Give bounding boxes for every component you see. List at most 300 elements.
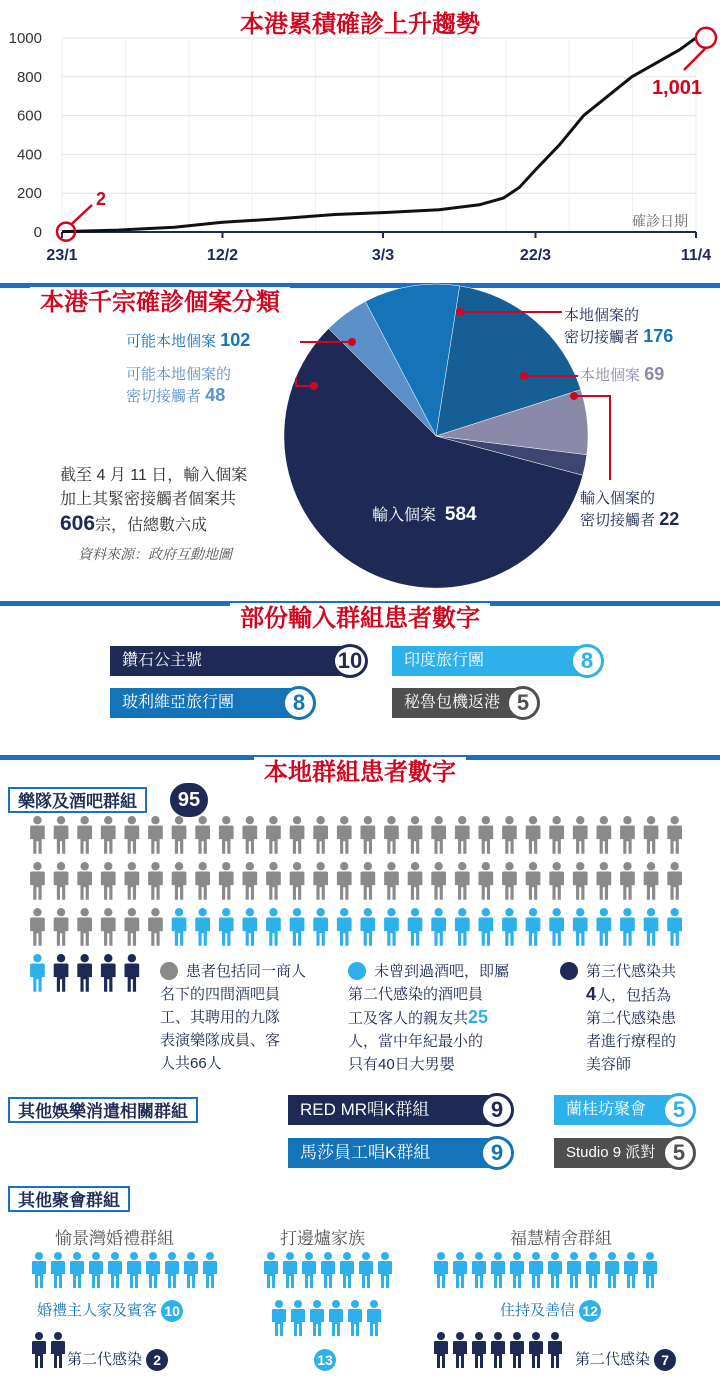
person-icon [567, 1252, 581, 1288]
person-body [243, 871, 258, 899]
person-icon [77, 908, 92, 946]
group-peru-charter [392, 688, 522, 718]
note-line: 第二代感染患 [586, 1010, 677, 1027]
person-icon [283, 1252, 297, 1288]
pie-label-local [580, 364, 664, 385]
label-line: 本地個案 [580, 367, 641, 384]
person-body [30, 917, 45, 945]
person-icon [526, 908, 541, 946]
person-icon [510, 1332, 524, 1368]
person-icon [54, 954, 69, 992]
person-icon [502, 908, 517, 946]
pie-label-local-close [564, 305, 673, 348]
label-value: 48 [205, 385, 226, 405]
person-head [600, 816, 608, 824]
person-body [529, 1261, 543, 1288]
person-body [125, 825, 140, 853]
person-head [600, 862, 608, 870]
person-icon [101, 954, 116, 992]
person-icon [361, 862, 376, 900]
person-icon [431, 862, 446, 900]
person-icon [455, 816, 470, 854]
person-head [293, 816, 301, 824]
group-label: Studio 9 派對 [566, 1144, 656, 1161]
person-head [275, 1300, 283, 1308]
person-body [77, 871, 92, 899]
person-head [434, 908, 442, 916]
person-body [148, 871, 163, 899]
group-india-tour [392, 646, 582, 676]
group-badge: 5 [506, 686, 540, 720]
person-body [605, 1261, 619, 1288]
person-head [456, 1332, 464, 1340]
y-tick-label: 0 [33, 224, 42, 241]
person-body [291, 1309, 305, 1336]
person-body [51, 1341, 65, 1368]
person-head [33, 954, 41, 962]
person-head [222, 816, 230, 824]
person-icon [573, 862, 588, 900]
person-body [361, 917, 376, 945]
person-head [57, 954, 65, 962]
person-head [151, 908, 159, 916]
person-head [175, 908, 183, 916]
person-icon [329, 1300, 343, 1336]
person-body [313, 825, 328, 853]
person-head [80, 862, 88, 870]
person-icon [644, 816, 659, 854]
person-body [146, 1261, 160, 1288]
person-body [30, 871, 45, 899]
person-body [408, 871, 423, 899]
sub-label: 第二代感染 [575, 1351, 651, 1368]
person-body [310, 1309, 324, 1336]
person-head [130, 1252, 138, 1260]
person-icon [491, 1332, 505, 1368]
person-icon [160, 962, 178, 980]
person-head [351, 1300, 359, 1308]
person-icon [219, 862, 234, 900]
person-body [620, 917, 635, 945]
person-head [206, 1252, 214, 1260]
person-icon [266, 862, 281, 900]
person-head [111, 1252, 119, 1260]
group-badge: 5 [662, 1136, 696, 1170]
person-head [551, 1252, 559, 1260]
person-body [32, 1261, 46, 1288]
person-body [479, 825, 494, 853]
note-1 [160, 960, 306, 1075]
person-icon [548, 1332, 562, 1368]
sub-value: 13 [314, 1349, 336, 1371]
person-head [576, 816, 584, 824]
person-body [361, 871, 376, 899]
person-head [267, 1252, 275, 1260]
person-head [305, 1252, 313, 1260]
person-body [510, 1261, 524, 1288]
person-body [431, 825, 446, 853]
person-icon [89, 1252, 103, 1288]
person-head [73, 1252, 81, 1260]
person-body [101, 917, 116, 945]
group-badge: 9 [480, 1136, 514, 1170]
person-icon [272, 1300, 286, 1336]
entertainment-label [8, 1097, 198, 1123]
person-icon [384, 862, 399, 900]
person-icon [77, 862, 92, 900]
person-head [128, 862, 136, 870]
person-head [198, 862, 206, 870]
person-body [172, 825, 187, 853]
person-head [313, 1300, 321, 1308]
pie-section-title: 本港千宗確診個案分類 [0, 282, 720, 317]
note-line-2: 加上其緊密接觸者個案共 [60, 491, 237, 508]
person-head [57, 908, 65, 916]
bar-group-text: 樂隊及酒吧群組 [18, 792, 137, 811]
note-line: 工及客人的親友共 [348, 1010, 469, 1027]
pie-leader-dot [310, 382, 318, 390]
person-icon [597, 908, 612, 946]
person-head [494, 1252, 502, 1260]
person-body [378, 1261, 392, 1288]
sub-value: 12 [579, 1300, 601, 1322]
person-icon [361, 816, 376, 854]
person-icon [549, 908, 564, 946]
person-body [184, 1261, 198, 1288]
person-head [505, 816, 513, 824]
person-body [70, 1261, 84, 1288]
person-body [101, 871, 116, 899]
person-body [125, 871, 140, 899]
label-line: 本地個案的 [564, 307, 640, 324]
person-body [54, 963, 69, 991]
person-icon [549, 862, 564, 900]
person-icon [526, 816, 541, 854]
person-body [502, 871, 517, 899]
person-head [293, 862, 301, 870]
person-body [329, 1309, 343, 1336]
person-icon [70, 1252, 84, 1288]
note-line: 患者包括同一商人 [186, 963, 307, 980]
cluster-sub [575, 1348, 676, 1371]
person-head [670, 862, 678, 870]
person-body [526, 871, 541, 899]
person-head [529, 908, 537, 916]
person-body [502, 917, 517, 945]
note-line: 工、其聘用的九隊 [160, 1009, 281, 1026]
person-body [384, 871, 399, 899]
person-body [321, 1261, 335, 1288]
sub-label: 住持及善信 [500, 1302, 576, 1319]
pie-leader-dot [348, 338, 356, 346]
person-icon [359, 1252, 373, 1288]
person-body [384, 917, 399, 945]
person-body [431, 917, 446, 945]
person-head [316, 816, 324, 824]
person-body [77, 825, 92, 853]
person-body [431, 871, 446, 899]
group-label: 蘭桂坊聚會 [566, 1101, 647, 1118]
person-body [54, 871, 69, 899]
person-body [77, 917, 92, 945]
cluster-name: 愉景灣婚禮群組 [55, 1229, 174, 1248]
person-icon [408, 862, 423, 900]
person-icon [32, 1332, 46, 1368]
person-body [510, 1341, 524, 1368]
person-body [597, 871, 612, 899]
person-body [125, 917, 140, 945]
person-icon [529, 1252, 543, 1288]
person-body [667, 871, 682, 899]
person-body [667, 917, 682, 945]
person-body [367, 1309, 381, 1336]
person-body [337, 871, 352, 899]
person-icon [127, 1252, 141, 1288]
note-line: 美容師 [586, 1056, 632, 1073]
person-body [313, 917, 328, 945]
person-body [243, 917, 258, 945]
person-head [340, 908, 348, 916]
person-head [387, 908, 395, 916]
person-icon [337, 816, 352, 854]
person-body [127, 1261, 141, 1288]
end-label: 1,001 [651, 77, 702, 99]
person-icon [195, 908, 210, 946]
person-head [437, 1252, 445, 1260]
person-icon [291, 1300, 305, 1336]
person-body [272, 1309, 286, 1336]
person-body [290, 825, 305, 853]
person-body [644, 825, 659, 853]
person-icon [620, 862, 635, 900]
person-head [589, 1252, 597, 1260]
person-body [502, 825, 517, 853]
person-head [104, 862, 112, 870]
bar-group-badge: 95 [170, 783, 208, 817]
person-body [526, 917, 541, 945]
person-icon [479, 816, 494, 854]
source-note: 資料來源：政府互動地圖 [78, 546, 232, 562]
person-body [620, 825, 635, 853]
person-icon [455, 908, 470, 946]
person-body [148, 917, 163, 945]
person-icon [148, 816, 163, 854]
person-body [101, 825, 116, 853]
person-icon [302, 1252, 316, 1288]
person-head [434, 862, 442, 870]
person-head [222, 862, 230, 870]
person-head [128, 908, 136, 916]
person-icon [384, 908, 399, 946]
person-icon [321, 1252, 335, 1288]
note-line-3 [60, 512, 247, 538]
person-head [364, 908, 372, 916]
y-tick-label: 600 [16, 107, 42, 125]
person-icon [491, 1252, 505, 1288]
person-icon [125, 816, 140, 854]
person-head [494, 1332, 502, 1340]
person-icon [125, 954, 140, 992]
group-label: 鑽石公主號 [122, 652, 203, 669]
person-head [411, 816, 419, 824]
person-head [293, 908, 301, 916]
start-label: 2 [96, 189, 107, 209]
person-icon [548, 1252, 562, 1288]
person-body [573, 917, 588, 945]
note-606: 606 [60, 512, 96, 535]
person-icon [219, 908, 234, 946]
person-icon [620, 816, 635, 854]
person-body [148, 825, 163, 853]
person-body [266, 825, 281, 853]
person-icon [337, 908, 352, 946]
person-head [387, 862, 395, 870]
person-body [108, 1261, 122, 1288]
person-icon [560, 962, 578, 980]
person-head [198, 816, 206, 824]
person-icon [431, 816, 446, 854]
person-head [128, 816, 136, 824]
person-head [475, 1252, 483, 1260]
person-head [505, 862, 513, 870]
note-line-1: 截至 4 月 11 日，輸入個案 [60, 467, 248, 484]
person-head [168, 1252, 176, 1260]
person-body [644, 917, 659, 945]
person-body [408, 917, 423, 945]
pie-label-possible-close [126, 364, 231, 407]
person-icon [146, 1252, 160, 1288]
sub-label: 第二代感染 [67, 1351, 143, 1368]
cluster-sub [67, 1348, 168, 1371]
person-head [623, 862, 631, 870]
note-line: 第二代感染的酒吧員 [348, 986, 484, 1003]
person-body [472, 1261, 486, 1288]
group-label: RED MR唱K群組 [300, 1100, 430, 1119]
group-ms [288, 1138, 498, 1168]
person-icon [313, 862, 328, 900]
person-icon [148, 862, 163, 900]
person-icon [54, 908, 69, 946]
label-line: 可能本地個案的 [126, 366, 232, 383]
cluster-name: 打邊爐家族 [280, 1229, 365, 1248]
person-head [458, 816, 466, 824]
note-line: 名下的四間酒吧員 [160, 986, 281, 1003]
person-body [243, 825, 258, 853]
person-body [434, 1341, 448, 1368]
group-badge: 9 [480, 1093, 514, 1127]
person-icon [472, 1332, 486, 1368]
person-head [80, 908, 88, 916]
person-head [364, 816, 372, 824]
person-head [151, 816, 159, 824]
imported-section-title: 部份輸入群組患者數字 [0, 598, 720, 633]
person-body [172, 871, 187, 899]
person-icon [54, 816, 69, 854]
person-icon [620, 908, 635, 946]
y-tick-label: 1000 [8, 30, 42, 47]
person-head [482, 816, 490, 824]
x-tick-label: 22/3 [519, 247, 552, 264]
sub-label: 婚禮主人家及賓客 [37, 1302, 158, 1319]
person-body [77, 963, 92, 991]
person-icon [605, 1252, 619, 1288]
person-icon [526, 862, 541, 900]
group-label: 馬莎員工唱K群組 [300, 1143, 431, 1162]
person-body [30, 825, 45, 853]
person-icon [101, 908, 116, 946]
person-icon [340, 1252, 354, 1288]
person-head [627, 1252, 635, 1260]
person-head [411, 862, 419, 870]
person-icon [348, 962, 366, 980]
note-3 [560, 960, 676, 1076]
person-body [359, 1261, 373, 1288]
person-icon [472, 1252, 486, 1288]
person-icon [597, 816, 612, 854]
line-chart [0, 0, 720, 270]
person-icon [502, 862, 517, 900]
person-body [573, 825, 588, 853]
person-head [647, 816, 655, 824]
person-head [128, 954, 136, 962]
group-diamond-princess [110, 646, 350, 676]
person-body [51, 1261, 65, 1288]
person-body [597, 917, 612, 945]
person-body [54, 917, 69, 945]
person-body [302, 1261, 316, 1288]
person-head [475, 1332, 483, 1340]
person-body [290, 871, 305, 899]
person-head [92, 1252, 100, 1260]
cluster-sub [314, 1349, 336, 1371]
person-icon [290, 908, 305, 946]
person-head [532, 1332, 540, 1340]
person-icon [479, 862, 494, 900]
person-body [491, 1341, 505, 1368]
person-body [361, 825, 376, 853]
person-head [387, 816, 395, 824]
person-body [529, 1341, 543, 1368]
person-body [479, 917, 494, 945]
person-head [340, 862, 348, 870]
group-label: 玻利維亞旅行團 [122, 694, 235, 711]
note-line: 人，當中年紀最小的 [348, 1033, 484, 1050]
group-label: 秘魯包機返港 [404, 694, 501, 711]
person-body [313, 871, 328, 899]
group-bolivia-tour [110, 688, 300, 718]
person-head [57, 816, 65, 824]
person-head [54, 1252, 62, 1260]
person-icon [644, 862, 659, 900]
person-body [195, 917, 210, 945]
gathering-label [8, 1186, 130, 1212]
person-icon [243, 908, 258, 946]
person-icon [77, 816, 92, 854]
person-icon [573, 908, 588, 946]
person-icon [408, 908, 423, 946]
person-head [623, 816, 631, 824]
person-head [104, 908, 112, 916]
person-head [529, 862, 537, 870]
person-head [670, 816, 678, 824]
group-badge: 8 [570, 644, 604, 678]
person-icon [313, 816, 328, 854]
person-head [286, 1252, 294, 1260]
person-head [316, 908, 324, 916]
person-head [294, 1300, 302, 1308]
person-body [264, 1261, 278, 1288]
person-head [552, 908, 560, 916]
